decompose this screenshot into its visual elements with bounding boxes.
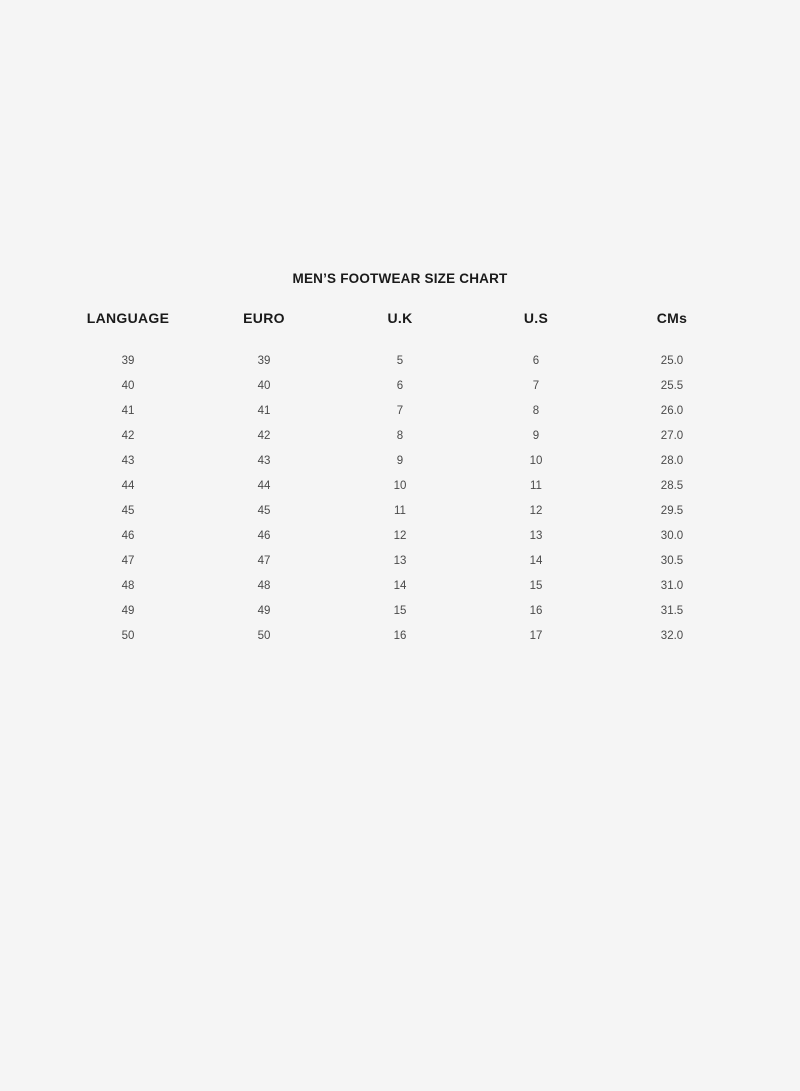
cell-us: 10	[529, 454, 543, 467]
cell-cms: 28.5	[660, 479, 684, 492]
column-header-language: LANGUAGE	[86, 310, 170, 326]
cell-language: 39	[121, 354, 135, 367]
cell-us: 7	[532, 379, 540, 392]
cell-uk: 15	[393, 604, 407, 617]
cell-us: 17	[529, 629, 543, 642]
table-row	[60, 523, 740, 548]
cell-euro: 39	[257, 354, 271, 367]
cell-uk: 7	[396, 404, 404, 417]
table-row	[60, 623, 740, 648]
column-header-cms: CMs	[656, 310, 688, 326]
table-row	[60, 548, 740, 573]
table-header-row	[60, 310, 740, 348]
cell-us: 13	[529, 529, 543, 542]
cell-cms: 27.0	[660, 429, 684, 442]
cell-uk: 8	[396, 429, 404, 442]
cell-language: 45	[121, 504, 135, 517]
cell-language: 43	[121, 454, 135, 467]
cell-us: 15	[529, 579, 543, 592]
cell-euro: 40	[257, 379, 271, 392]
cell-language: 50	[121, 629, 135, 642]
cell-cms: 30.0	[660, 529, 684, 542]
table-row	[60, 373, 740, 398]
table-row	[60, 598, 740, 623]
cell-language: 46	[121, 529, 135, 542]
size-chart-table	[60, 310, 740, 648]
cell-us: 11	[530, 479, 542, 492]
cell-us: 16	[529, 604, 543, 617]
cell-euro: 41	[257, 404, 271, 417]
cell-euro: 46	[257, 529, 271, 542]
cell-language: 44	[121, 479, 135, 492]
cell-cms: 26.0	[660, 404, 684, 417]
cell-euro: 43	[257, 454, 271, 467]
cell-uk: 13	[393, 554, 407, 567]
cell-us: 9	[532, 429, 540, 442]
cell-cms: 30.5	[660, 554, 684, 567]
cell-language: 40	[121, 379, 135, 392]
column-header-euro: EURO	[243, 310, 285, 326]
cell-cms: 25.0	[660, 354, 684, 367]
table-row	[60, 498, 740, 523]
table-row	[60, 473, 740, 498]
cell-language: 41	[121, 404, 135, 417]
cell-uk: 14	[393, 579, 407, 592]
table-row	[60, 348, 740, 373]
cell-us: 12	[529, 504, 543, 517]
cell-euro: 45	[257, 504, 271, 517]
cell-cms: 28.0	[660, 454, 684, 467]
cell-us: 8	[532, 404, 540, 417]
cell-cms: 29.5	[660, 504, 684, 517]
cell-uk: 16	[393, 629, 407, 642]
cell-language: 47	[121, 554, 135, 567]
column-header-uk: U.K	[387, 310, 413, 326]
page-title: MEN’S FOOTWEAR SIZE CHART	[292, 271, 508, 286]
cell-us: 14	[529, 554, 543, 567]
cell-language: 42	[121, 429, 135, 442]
cell-uk: 10	[393, 479, 407, 492]
cell-euro: 49	[257, 604, 271, 617]
cell-uk: 9	[396, 454, 404, 467]
cell-cms: 25.5	[660, 379, 684, 392]
cell-language: 48	[121, 579, 135, 592]
column-header-us: U.S	[523, 310, 549, 326]
cell-euro: 50	[257, 629, 271, 642]
table-row	[60, 573, 740, 598]
table-row	[60, 398, 740, 423]
table-row	[60, 423, 740, 448]
cell-cms: 32.0	[660, 629, 684, 642]
cell-cms: 31.5	[660, 604, 684, 617]
table-row	[60, 448, 740, 473]
cell-uk: 6	[396, 379, 404, 392]
cell-cms: 31.0	[660, 579, 684, 592]
cell-uk: 11	[394, 504, 406, 517]
cell-euro: 42	[257, 429, 271, 442]
cell-uk: 12	[393, 529, 407, 542]
cell-uk: 5	[396, 354, 404, 367]
cell-euro: 48	[257, 579, 271, 592]
cell-euro: 44	[257, 479, 271, 492]
cell-euro: 47	[257, 554, 271, 567]
cell-us: 6	[532, 354, 540, 367]
cell-language: 49	[121, 604, 135, 617]
